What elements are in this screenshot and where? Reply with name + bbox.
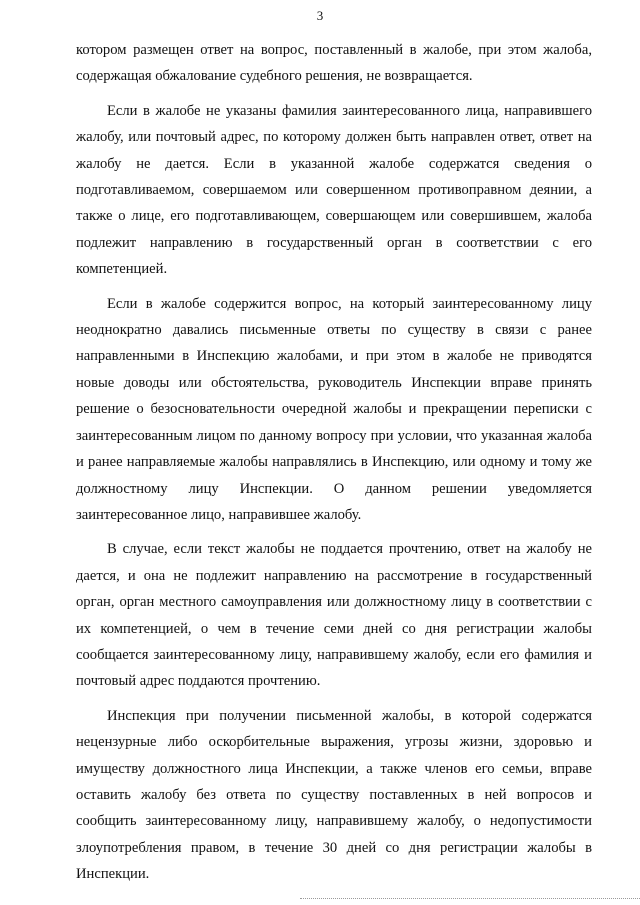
paragraph-5: Инспекция при получении письменной жалобы, в которой содержатся нецензурные либо оскорбительные выражения, угрозы жизни, здоровью и имуществу должностного лица Инспекции, а также членов его семьи, вправе оставить жалобу без ответа по существу поставленных в ней вопросов и сообщить заинтересованному лицу, направившему жалобу, о недопустимости злоупотребления правом, в течение 30 дней со дня регистрации жалобы в Инспекции.	[76, 707, 592, 883]
paragraph-3: Если в жалобе содержится вопрос, на который заинтересованному лицу неоднократно давались письменные ответы по существу в связи с ранее направленными в Инспекцию жалобами, и при этом в жалобе не приводятся новые доводы или обстоятельства, руководитель Инспекции вправе принять решение о безосновательности очередной жалобы и прекращении переписки с заинтересованным лицом по данному вопросу при условии, что указанная жалоба и ранее направляемые жалобы направлялись в Инспекцию, или одному и тому же должностному лицу Инспекции. О данном решении уведомляется заинтересованное лицо, направившее жалобу.	[76, 295, 592, 523]
paragraph-2: Если в жалобе не указаны фамилия заинтересованного лица, направившего жалобу, или почтовый адрес, по которому должен быть направлен ответ, ответ на жалобу не дается. Если в указанной жалобе содержатся сведения о подготавливаемом, совершаемом или совершенном противоправном деянии, а также о лице, его подготавливающем, совершающем или совершившем, жалоба подлежит направлению в государственный орган в соответствии с его компетенцией.	[76, 102, 592, 278]
paragraph-4: В случае, если текст жалобы не поддается прочтению, ответ на жалобу не дается, и она не подлежит направлению на рассмотрение в государственный орган, орган местного самоуправления или должностному лицу в соответствии с их компетенцией, о чем в течение семи дней со дня регистрации жалобы сообщается заинтересованному лицу, направившему жалобу, если его фамилия и почтовый адрес поддаются прочтению.	[76, 541, 592, 690]
paragraph-1: котором размещен ответ на вопрос, поставленный в жалобе, при этом жалоба, содержащая обжалование судебного решения, не возвращается.	[76, 42, 592, 85]
page-number: 3	[316, 8, 324, 23]
scan-edge-divider	[300, 898, 640, 899]
document-body	[76, 37, 592, 896]
